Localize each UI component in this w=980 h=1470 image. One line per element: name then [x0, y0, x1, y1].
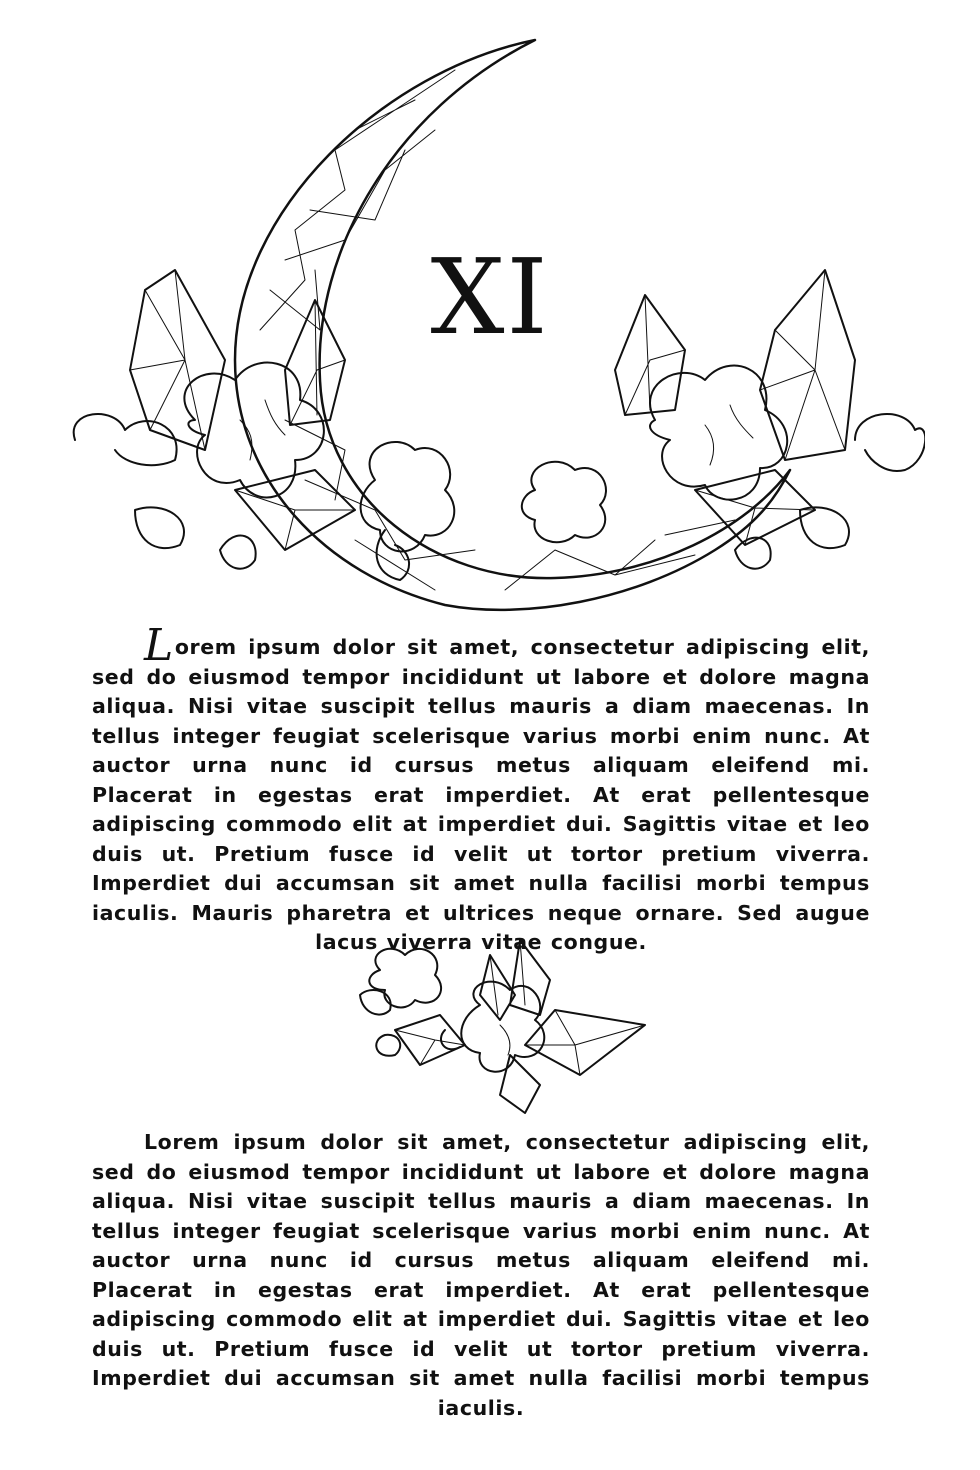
paragraph-1: [92, 620, 870, 958]
paragraph-1-text: orem ipsum dolor sit amet, consectetur adipiscing elit, sed do eiusmod tempor incididunt ut labore et dolore magna aliqua. Nisi vitae suscipit tellus mauris a diam maecenas. In tellus integer feugiat scelerisque varius morbi enim nunc. At auctor urna nunc id cursus metus aliquam eleifend mi. Placerat in egestas erat imperdiet. At erat pellentesque adipiscing commodo elit at imperdiet dui. Sagittis vitae et leo duis ut. Pretium fusce id velit ut tortor pretium viverra. Imperdiet dui accumsan sit amet nulla facilisi morbi tempus iaculis. Mauris pharetra et ultrices neque ornare. Sed augue lacus viverra vitae congue.: [92, 635, 870, 954]
paragraph-2: [92, 1128, 870, 1423]
chapter-numeral: XI: [430, 236, 550, 358]
paragraph-2-text: Lorem ipsum dolor sit amet, consectetur adipiscing elit, sed do eiusmod tempor incididunt ut labore et dolore magna aliqua. Nisi vitae suscipit tellus mauris a diam maecenas. In tellus integer feugiat scelerisque varius morbi enim nunc. At auctor urna nunc id cursus metus aliquam eleifend mi. Placerat in egestas erat imperdiet. At erat pellentesque adipiscing commodo elit at imperdiet dui. Sagittis vitae et leo duis ut. Pretium fusce id velit ut tortor pretium viverra. Imperdiet dui accumsan sit amet nulla facilisi morbi tempus iaculis.: [92, 1130, 870, 1420]
left-crystal-cluster-icon: [130, 270, 355, 550]
drop-cap: L: [144, 620, 174, 671]
flower-crystal-divider-icon: [350, 935, 655, 1115]
right-flowers-icon: [522, 366, 925, 569]
